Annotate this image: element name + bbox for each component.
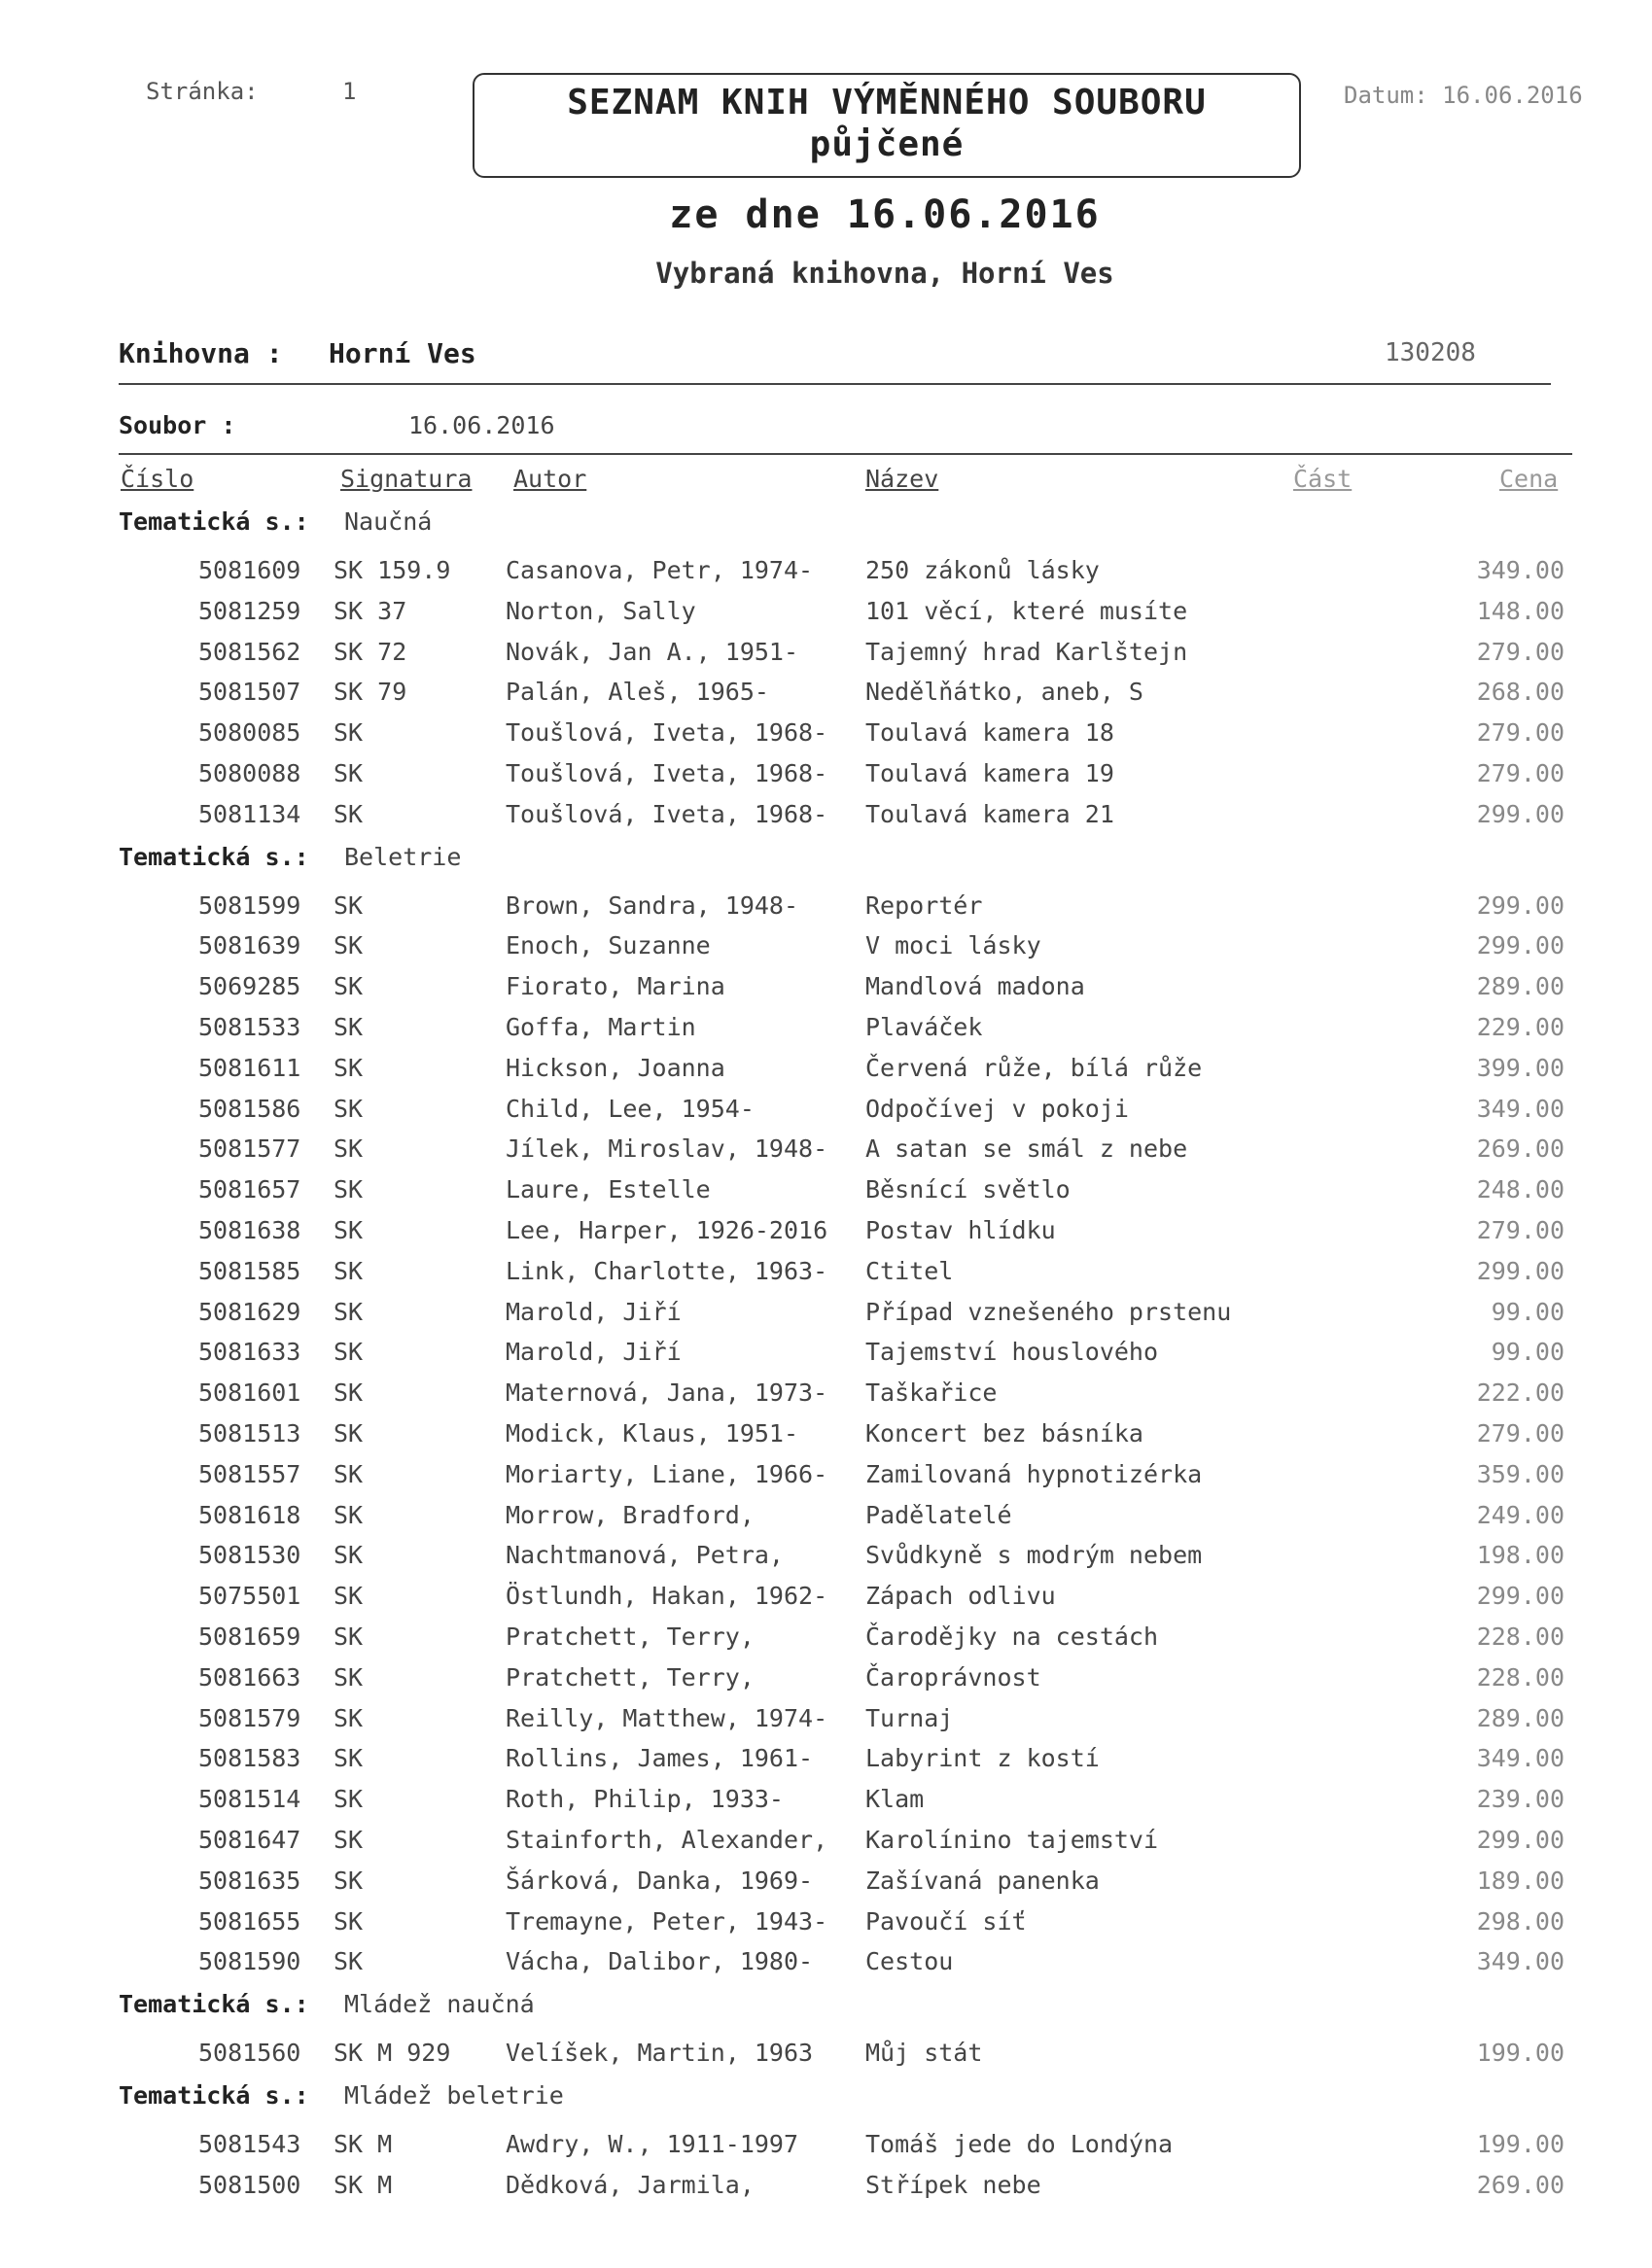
- book-author: Morrow, Bradford,: [506, 1500, 755, 1529]
- book-number: 5081639: [198, 931, 301, 960]
- book-number: 5081560: [198, 2039, 301, 2068]
- book-price: 399.00: [1476, 1053, 1564, 1082]
- table-row: [0, 1698, 1652, 1739]
- table-row: [0, 1454, 1652, 1495]
- page-label: Stránka:: [146, 78, 259, 105]
- table-row: [0, 1861, 1652, 1902]
- book-title: Toulavá kamera 21: [865, 799, 1114, 828]
- book-author: Novák, Jan A., 1951-: [506, 637, 799, 666]
- book-number: 5081562: [198, 637, 301, 666]
- collection-label: Soubor :: [119, 411, 236, 439]
- book-author: Roth, Philip, 1933-: [506, 1785, 784, 1814]
- book-signature: SK: [334, 1378, 364, 1408]
- book-title: Taškařice: [865, 1378, 998, 1408]
- book-number: 5081579: [198, 1703, 301, 1732]
- section-name: Naučná: [344, 507, 433, 536]
- book-price: 299.00: [1476, 1582, 1564, 1611]
- book-author: Vácha, Dalibor, 1980-: [506, 1947, 814, 1976]
- book-price: 248.00: [1476, 1175, 1564, 1204]
- book-price: 349.00: [1476, 1744, 1564, 1773]
- book-title: Cestou: [865, 1947, 954, 1976]
- book-signature: SK: [334, 1175, 364, 1204]
- table-row: [0, 1048, 1652, 1089]
- book-signature: SK M 929: [334, 2039, 451, 2068]
- book-price: 299.00: [1476, 799, 1564, 828]
- book-price: 99.00: [1491, 1338, 1564, 1367]
- book-author: Goffa, Martin: [506, 1012, 696, 1041]
- book-signature: SK: [334, 1947, 364, 1976]
- table-row: [0, 1413, 1652, 1454]
- book-author: Palán, Aleš, 1965-: [506, 678, 769, 707]
- table-row: [0, 1251, 1652, 1292]
- book-signature: SK: [334, 1703, 364, 1732]
- book-title: Labyrint z kostí: [865, 1744, 1100, 1773]
- book-number: 5081513: [198, 1418, 301, 1448]
- table-row: [0, 1779, 1652, 1820]
- book-number: 5081633: [198, 1338, 301, 1367]
- table-row: [0, 1576, 1652, 1617]
- book-price: 299.00: [1476, 890, 1564, 920]
- book-signature: SK: [334, 1622, 364, 1651]
- book-number: 5081543: [198, 2129, 301, 2158]
- book-author: Velíšek, Martin, 1963: [506, 2039, 814, 2068]
- library-name: Horní Ves: [329, 337, 476, 369]
- book-signature: SK: [334, 1459, 364, 1488]
- column-header-autor: Autor: [513, 465, 587, 493]
- book-number: 5081557: [198, 1459, 301, 1488]
- table-row: [0, 1617, 1652, 1657]
- table-row: [0, 1292, 1652, 1333]
- table-row: [0, 1820, 1652, 1861]
- book-number: 5081611: [198, 1053, 301, 1082]
- document-subtitle: půjčené: [809, 124, 965, 164]
- table-row: [0, 1373, 1652, 1413]
- library-label: Knihovna :: [119, 337, 283, 369]
- book-signature: SK 159.9: [334, 556, 451, 584]
- section-label: Tematická s.:: [119, 507, 309, 536]
- book-title: Koncert bez básníka: [865, 1418, 1143, 1448]
- book-number: 5081601: [198, 1378, 301, 1408]
- book-price: 299.00: [1476, 1825, 1564, 1854]
- book-price: 199.00: [1476, 2129, 1564, 2158]
- book-number: 5081259: [198, 596, 301, 625]
- book-number: 5081655: [198, 1906, 301, 1936]
- book-signature: SK M: [334, 2170, 393, 2199]
- book-author: Toušlová, Iveta, 1968-: [506, 718, 828, 748]
- book-price: 269.00: [1476, 2170, 1564, 2199]
- book-signature: SK: [334, 1662, 364, 1692]
- book-price: 298.00: [1476, 1906, 1564, 1936]
- book-author: Enoch, Suzanne: [506, 931, 711, 960]
- table-row: [0, 632, 1652, 673]
- book-author: Casanova, Petr, 1974-: [506, 556, 814, 584]
- book-number: 5081507: [198, 678, 301, 707]
- column-header-nazev: Název: [865, 465, 939, 493]
- book-price: 148.00: [1476, 596, 1564, 625]
- book-author: Toušlová, Iveta, 1968-: [506, 799, 828, 828]
- section-label: Tematická s.:: [119, 2080, 309, 2110]
- book-signature: SK: [334, 1825, 364, 1854]
- book-price: 279.00: [1476, 718, 1564, 748]
- book-price: 228.00: [1476, 1662, 1564, 1692]
- book-number: 5081530: [198, 1541, 301, 1570]
- book-title: Postav hlídku: [865, 1215, 1056, 1244]
- book-number: 5081599: [198, 890, 301, 920]
- table-row: [0, 1657, 1652, 1698]
- book-author: Reilly, Matthew, 1974-: [506, 1703, 828, 1732]
- book-number: 5075501: [198, 1582, 301, 1611]
- book-price: 289.00: [1476, 972, 1564, 1001]
- table-row: [0, 1089, 1652, 1130]
- book-signature: SK: [334, 758, 364, 787]
- book-author: Brown, Sandra, 1948-: [506, 890, 799, 920]
- book-author: Šárková, Danka, 1969-: [506, 1866, 814, 1895]
- book-number: 5081590: [198, 1947, 301, 1976]
- book-price: 299.00: [1476, 931, 1564, 960]
- book-title: Běsnící světlo: [865, 1175, 1071, 1204]
- section-label: Tematická s.:: [119, 842, 309, 871]
- book-price: 189.00: [1476, 1866, 1564, 1895]
- book-signature: SK: [334, 1866, 364, 1895]
- divider: [119, 383, 1551, 385]
- book-price: 99.00: [1491, 1297, 1564, 1326]
- book-price: 239.00: [1476, 1785, 1564, 1814]
- report-date: ze dne 16.06.2016: [669, 192, 1101, 237]
- book-title: Karolínino tajemství: [865, 1825, 1159, 1854]
- book-title: Pavoučí síť: [865, 1906, 1027, 1936]
- book-title: Čaroprávnost: [865, 1662, 1041, 1692]
- section-name: Mládež beletrie: [344, 2080, 564, 2110]
- book-number: 5081635: [198, 1866, 301, 1895]
- book-signature: SK 72: [334, 637, 407, 666]
- print-date: Datum: 16.06.2016: [1344, 82, 1583, 109]
- book-signature: SK: [334, 1053, 364, 1082]
- book-title: Tomáš jede do Londýna: [865, 2129, 1174, 2158]
- table-row: [0, 2124, 1652, 2165]
- table-row: [0, 1169, 1652, 1210]
- book-author: Moriarty, Liane, 1966-: [506, 1459, 828, 1488]
- book-signature: SK: [334, 1418, 364, 1448]
- section-header: [0, 2076, 1652, 2114]
- book-author: Dědková, Jarmila,: [506, 2170, 755, 2199]
- book-price: 269.00: [1476, 1134, 1564, 1164]
- book-number: 5081134: [198, 799, 301, 828]
- table-row: [0, 1738, 1652, 1779]
- table-row: [0, 1535, 1652, 1576]
- book-title: Zamilovaná hypnotizérka: [865, 1459, 1203, 1488]
- book-price: 222.00: [1476, 1378, 1564, 1408]
- table-row: [0, 1941, 1652, 1982]
- book-author: Child, Lee, 1954-: [506, 1094, 755, 1123]
- table-row: [0, 794, 1652, 835]
- book-price: 249.00: [1476, 1500, 1564, 1529]
- book-signature: SK M: [334, 2129, 393, 2158]
- table-row: [0, 1332, 1652, 1373]
- table-row: [0, 2033, 1652, 2074]
- book-number: 5081659: [198, 1622, 301, 1651]
- page-number: 1: [342, 78, 357, 105]
- book-author: Link, Charlotte, 1963-: [506, 1256, 828, 1285]
- book-price: 359.00: [1476, 1459, 1564, 1488]
- book-author: Toušlová, Iveta, 1968-: [506, 758, 828, 787]
- table-row: [0, 753, 1652, 794]
- book-number: 5080085: [198, 718, 301, 748]
- book-title: Plaváček: [865, 1012, 983, 1041]
- book-price: 229.00: [1476, 1012, 1564, 1041]
- book-author: Norton, Sally: [506, 596, 696, 625]
- table-row: [0, 886, 1652, 926]
- book-title: Padělatelé: [865, 1500, 1012, 1529]
- book-title: Tajemný hrad Karlštejn: [865, 637, 1188, 666]
- table-row: [0, 966, 1652, 1007]
- book-title: Nedělňátko, aneb, S: [865, 678, 1143, 707]
- table-row: [0, 591, 1652, 632]
- section-name: Mládež naučná: [344, 1990, 535, 2019]
- book-title: V moci lásky: [865, 931, 1041, 960]
- title-box: [473, 73, 1301, 178]
- collection-value: 16.06.2016: [408, 411, 555, 439]
- book-number: 5081514: [198, 1785, 301, 1814]
- book-author: Pratchett, Terry,: [506, 1662, 755, 1692]
- book-number: 5081577: [198, 1134, 301, 1164]
- book-signature: SK: [334, 1582, 364, 1611]
- book-price: 198.00: [1476, 1541, 1564, 1570]
- book-author: Pratchett, Terry,: [506, 1622, 755, 1651]
- book-author: Maternová, Jana, 1973-: [506, 1378, 828, 1408]
- table-row: [0, 1902, 1652, 1942]
- section-label: Tematická s.:: [119, 1990, 309, 2019]
- book-number: 5081500: [198, 2170, 301, 2199]
- book-signature: SK: [334, 1094, 364, 1123]
- book-price: 289.00: [1476, 1703, 1564, 1732]
- book-signature: SK: [334, 799, 364, 828]
- book-price: 349.00: [1476, 1094, 1564, 1123]
- book-signature: SK 37: [334, 596, 407, 625]
- book-author: Östlundh, Hakan, 1962-: [506, 1582, 828, 1611]
- book-signature: SK: [334, 1012, 364, 1041]
- book-author: Awdry, W., 1911-1997: [506, 2129, 799, 2158]
- book-price: 268.00: [1476, 678, 1564, 707]
- table-row: [0, 550, 1652, 591]
- book-number: 5081583: [198, 1744, 301, 1773]
- book-price: 279.00: [1476, 758, 1564, 787]
- book-title: Mandlová madona: [865, 972, 1085, 1001]
- book-signature: SK: [334, 718, 364, 748]
- book-signature: SK: [334, 1297, 364, 1326]
- book-author: Rollins, James, 1961-: [506, 1744, 814, 1773]
- book-title: 250 zákonů lásky: [865, 556, 1100, 584]
- book-author: Tremayne, Peter, 1943-: [506, 1906, 828, 1936]
- table-row: [0, 2165, 1652, 2206]
- book-list: [0, 500, 1652, 2205]
- book-number: 5081647: [198, 1825, 301, 1854]
- table-row: [0, 1210, 1652, 1251]
- column-header-signatura: Signatura: [340, 465, 473, 493]
- book-signature: SK: [334, 1785, 364, 1814]
- book-title: Ctitel: [865, 1256, 954, 1285]
- book-author: Nachtmanová, Petra,: [506, 1541, 784, 1570]
- column-header-cena: Cena: [1499, 465, 1559, 493]
- book-number: 5081629: [198, 1297, 301, 1326]
- book-title: Turnaj: [865, 1703, 954, 1732]
- column-header-cislo: Číslo: [121, 465, 194, 493]
- book-title: Tajemství houslového: [865, 1338, 1159, 1367]
- selected-library: Vybraná knihovna, Horní Ves: [655, 257, 1114, 290]
- book-number: 5069285: [198, 972, 301, 1001]
- book-title: Reportér: [865, 890, 983, 920]
- book-price: 279.00: [1476, 1418, 1564, 1448]
- book-title: Můj stát: [865, 2039, 983, 2068]
- book-title: Střípek nebe: [865, 2170, 1041, 2199]
- book-author: Modick, Klaus, 1951-: [506, 1418, 799, 1448]
- section-header: [0, 1984, 1652, 2023]
- table-row: [0, 713, 1652, 753]
- book-price: 279.00: [1476, 637, 1564, 666]
- book-number: 5081663: [198, 1662, 301, 1692]
- book-title: Zápach odlivu: [865, 1582, 1056, 1611]
- table-row: [0, 1007, 1652, 1048]
- book-signature: SK: [334, 1541, 364, 1570]
- book-signature: SK: [334, 972, 364, 1001]
- book-price: 349.00: [1476, 1947, 1564, 1976]
- section-header: [0, 502, 1652, 541]
- book-number: 5081657: [198, 1175, 301, 1204]
- book-title: Čarodějky na cestách: [865, 1622, 1159, 1651]
- book-signature: SK: [334, 1338, 364, 1367]
- book-author: Marold, Jiří: [506, 1297, 682, 1326]
- book-title: Odpočívej v pokoji: [865, 1094, 1129, 1123]
- book-signature: SK: [334, 1134, 364, 1164]
- book-title: Klam: [865, 1785, 925, 1814]
- section-name: Beletrie: [344, 842, 462, 871]
- table-row: [0, 1495, 1652, 1536]
- book-number: 5081585: [198, 1256, 301, 1285]
- book-number: 5081533: [198, 1012, 301, 1041]
- book-price: 228.00: [1476, 1622, 1564, 1651]
- book-title: A satan se smál z nebe: [865, 1134, 1188, 1164]
- book-price: 279.00: [1476, 1215, 1564, 1244]
- book-author: Lee, Harper, 1926-2016: [506, 1215, 828, 1244]
- table-row: [0, 1129, 1652, 1169]
- book-number: 5081618: [198, 1500, 301, 1529]
- book-signature: SK: [334, 1906, 364, 1936]
- section-header: [0, 837, 1652, 876]
- book-number: 5080088: [198, 758, 301, 787]
- book-signature: SK: [334, 1256, 364, 1285]
- book-signature: SK: [334, 931, 364, 960]
- book-author: Marold, Jiří: [506, 1338, 682, 1367]
- book-number: 5081638: [198, 1215, 301, 1244]
- book-number: 5081586: [198, 1094, 301, 1123]
- book-price: 299.00: [1476, 1256, 1564, 1285]
- table-row: [0, 925, 1652, 966]
- book-signature: SK: [334, 1500, 364, 1529]
- book-number: 5081609: [198, 556, 301, 584]
- book-title: Červená růže, bílá růže: [865, 1053, 1203, 1082]
- book-title: Toulavá kamera 19: [865, 758, 1114, 787]
- book-author: Jílek, Miroslav, 1948-: [506, 1134, 828, 1164]
- column-header-cast: Část: [1293, 465, 1353, 493]
- book-signature: SK: [334, 1215, 364, 1244]
- book-price: 349.00: [1476, 556, 1564, 584]
- book-title: Zašívaná panenka: [865, 1866, 1100, 1895]
- library-code: 130208: [1385, 338, 1476, 367]
- book-author: Hickson, Joanna: [506, 1053, 725, 1082]
- book-signature: SK: [334, 1744, 364, 1773]
- book-author: Stainforth, Alexander,: [506, 1825, 828, 1854]
- divider: [119, 453, 1572, 455]
- book-signature: SK 79: [334, 678, 407, 707]
- book-author: Laure, Estelle: [506, 1175, 711, 1204]
- book-author: Fiorato, Marina: [506, 972, 725, 1001]
- book-title: Toulavá kamera 18: [865, 718, 1114, 748]
- document-title: SEZNAM KNIH VÝMĚNNÉHO SOUBORU: [567, 83, 1207, 122]
- table-row: [0, 672, 1652, 713]
- book-title: 101 věcí, které musíte: [865, 596, 1188, 625]
- book-title: Svůdkyně s modrým nebem: [865, 1541, 1203, 1570]
- book-title: Případ vznešeného prstenu: [865, 1297, 1232, 1326]
- book-price: 199.00: [1476, 2039, 1564, 2068]
- book-signature: SK: [334, 890, 364, 920]
